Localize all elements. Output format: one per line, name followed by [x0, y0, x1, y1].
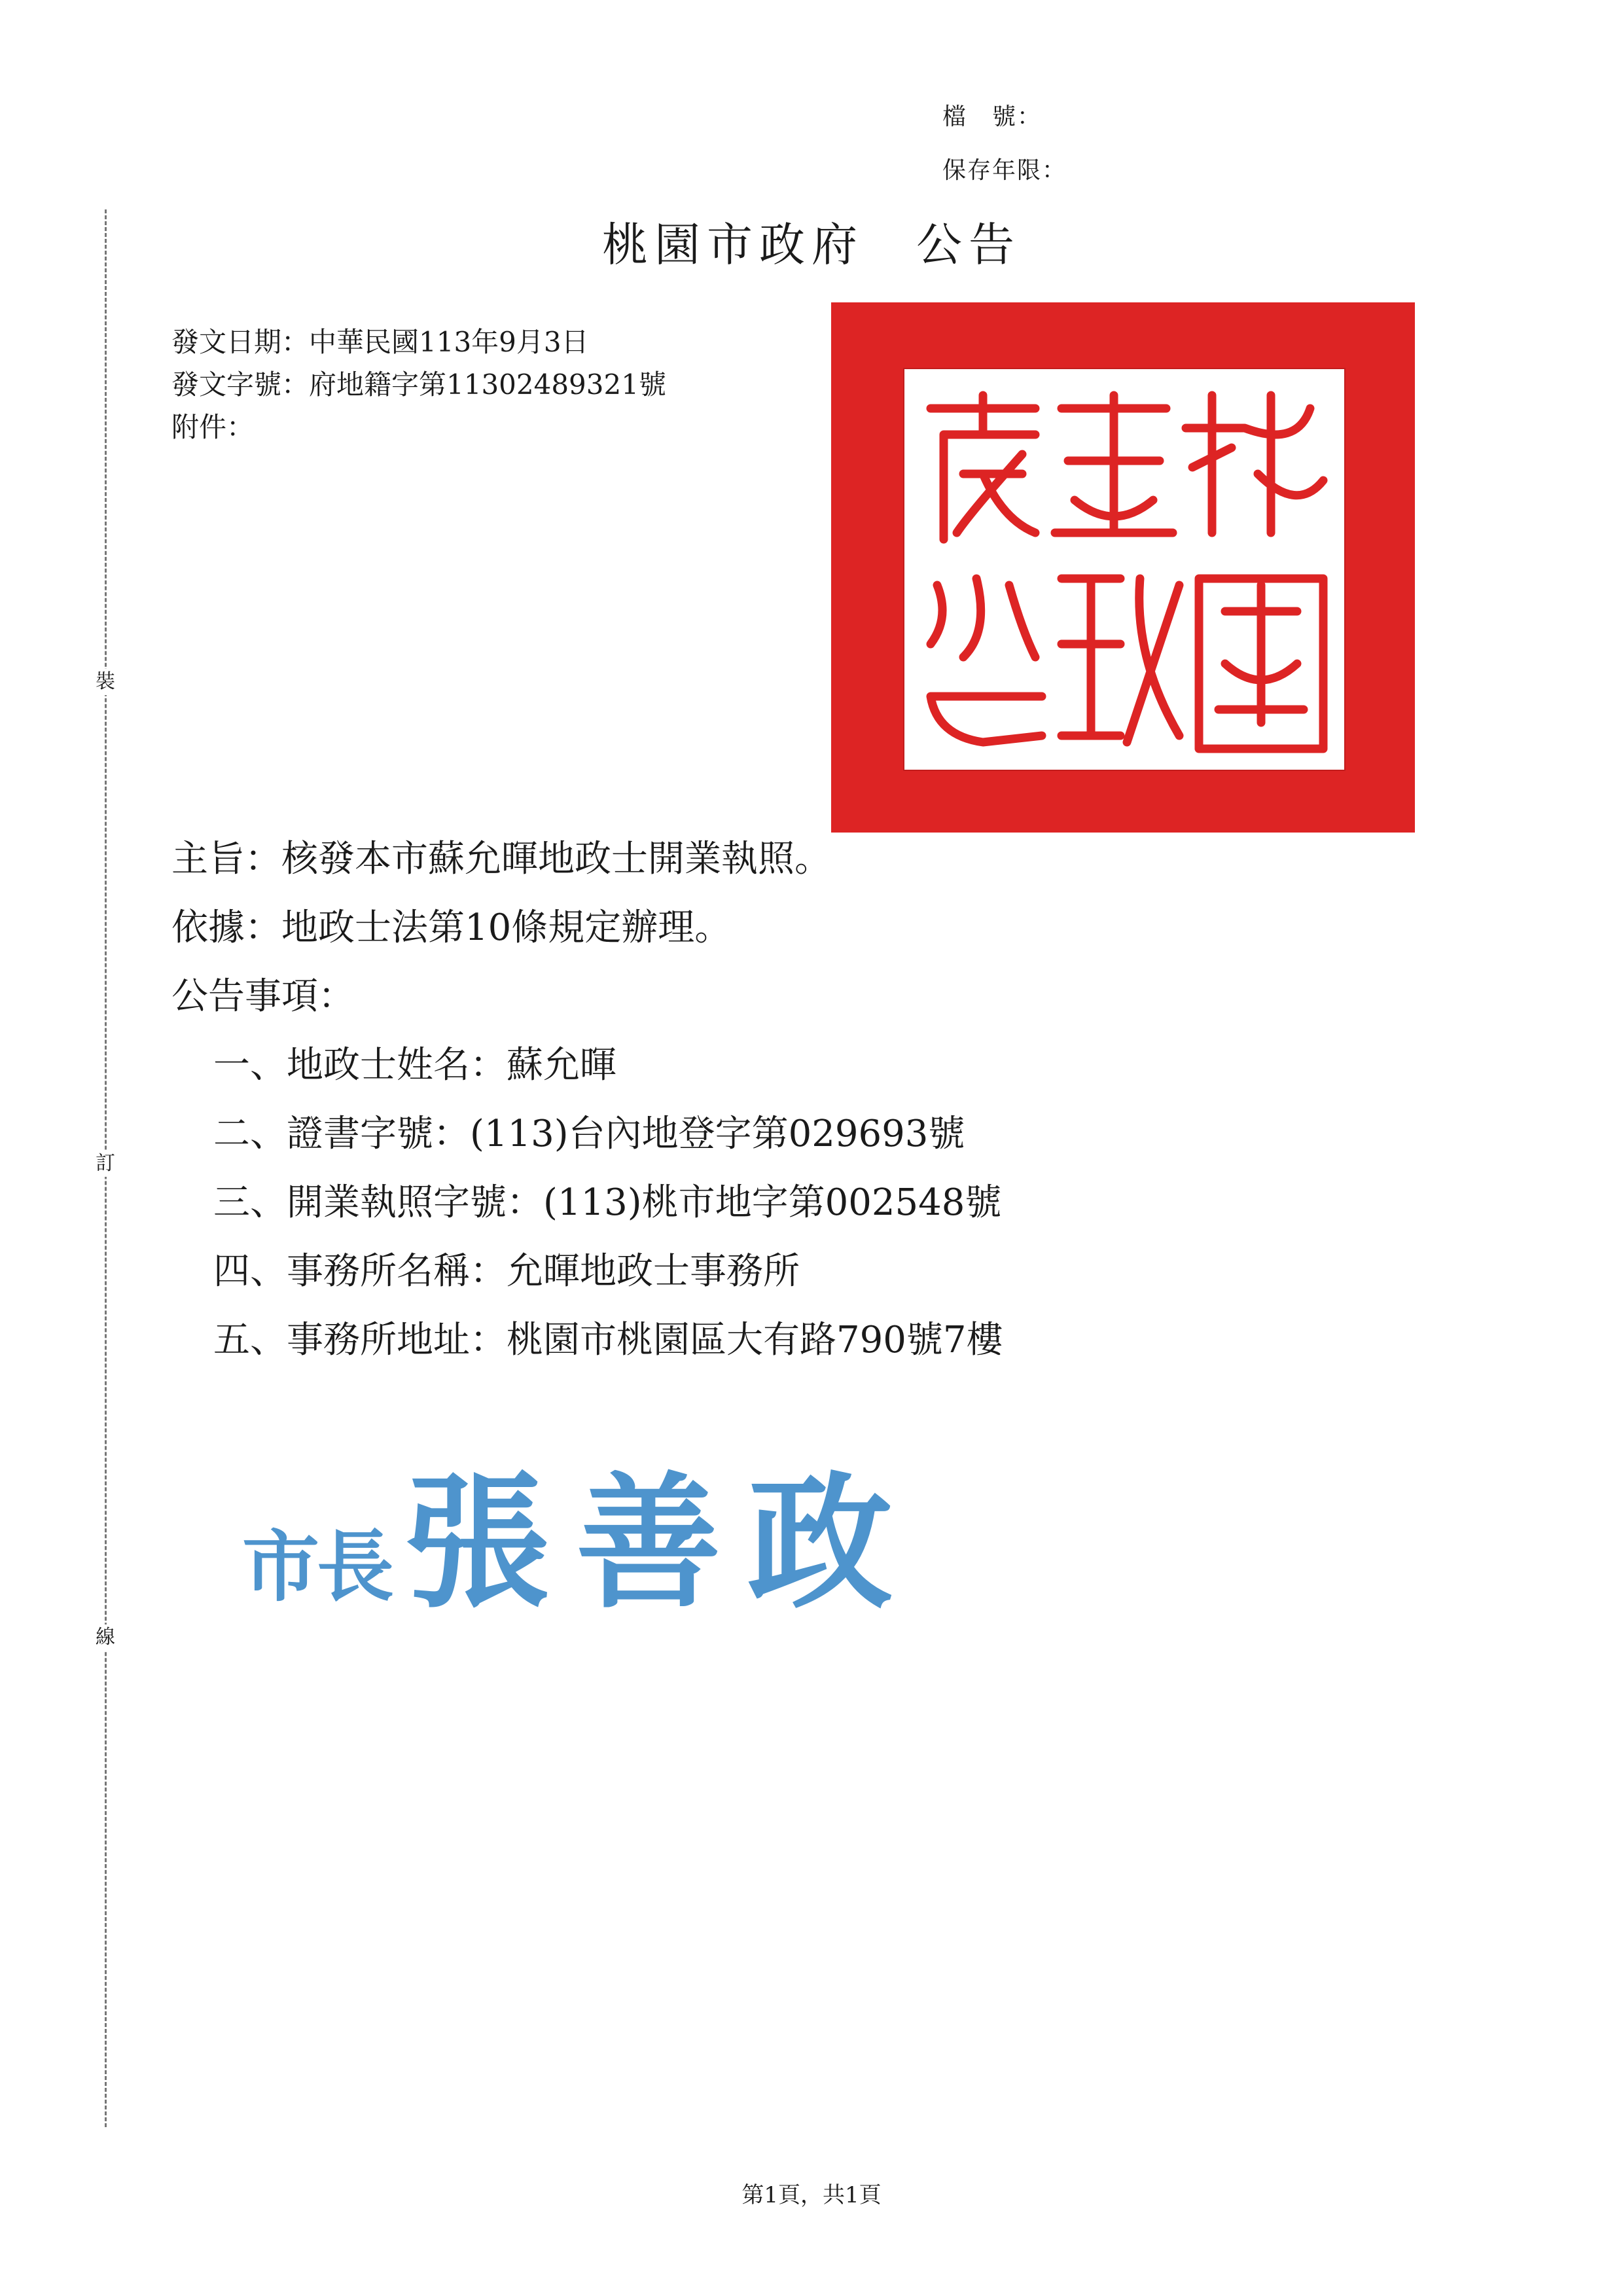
- official-seal: [831, 302, 1415, 833]
- mayor-signature-stamp: [242, 1427, 919, 1636]
- binding-mark-xian: 線: [95, 1624, 116, 1651]
- issue-info: [171, 321, 666, 448]
- document-title: 桃園市政府 公告: [602, 218, 1021, 272]
- notice-item-license: 三、開業執照字號：(113)桃市地字第002548號: [213, 1181, 1002, 1224]
- issue-date: 發文日期：中華民國113年9月3日: [171, 326, 589, 358]
- notice-item-office-name: 四、事務所名稱：允暉地政士事務所: [213, 1250, 800, 1293]
- notice-heading: 公告事項：: [171, 975, 355, 1018]
- subject-line: 主旨：核發本市蘇允暉地政士開業執照。: [171, 838, 831, 880]
- notice-item-certificate: 二、證書字號：(113)台內地登字第029693號: [213, 1113, 965, 1155]
- notice-item-office-address: 五、事務所地址：桃園市桃園區大有路790號7樓: [213, 1319, 1003, 1361]
- issue-document-number: 發文字號：府地籍字第11302489321號: [171, 368, 666, 401]
- seal-script-glyphs: [904, 369, 1344, 770]
- file-number-field: 檔 號：: [942, 103, 1043, 130]
- basis-line: 依據：地政士法第10條規定辦理。: [171, 906, 732, 949]
- mayor-title: 市長: [242, 1522, 392, 1612]
- notice-item-name: 一、地政士姓名：蘇允暉: [213, 1044, 616, 1086]
- binding-mark-zhuang: 裝: [95, 669, 116, 695]
- attachment-field: 附件：: [171, 411, 255, 443]
- page-number: 第1頁，共1頁: [741, 2182, 882, 2208]
- mayor-name: 張善政: [404, 1460, 919, 1628]
- seal-inner-field: [903, 368, 1346, 771]
- retention-period-field: 保存年限：: [942, 157, 1067, 184]
- notice-body: [171, 825, 1003, 1374]
- binding-mark-ding: 訂: [95, 1151, 116, 1177]
